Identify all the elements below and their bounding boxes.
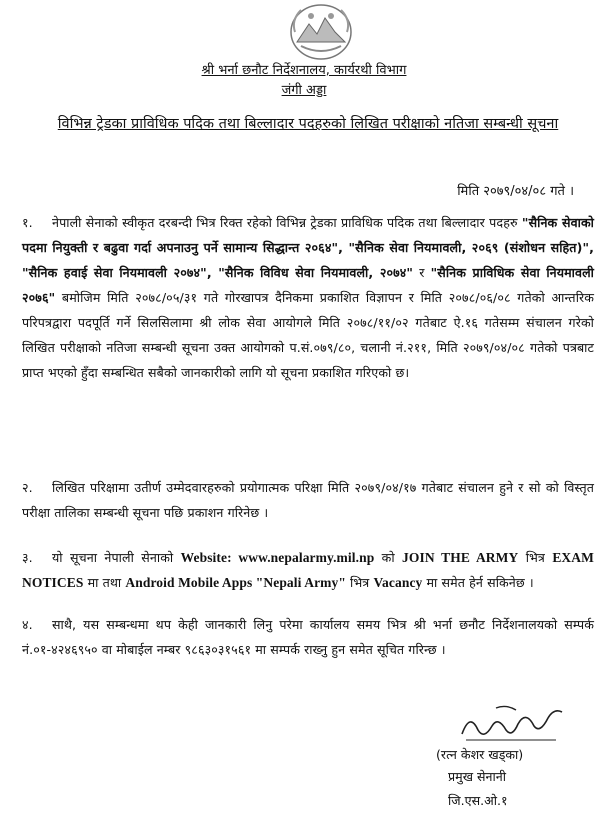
notice-subject: विभिन्न ट्रेडका प्राविधिक पदिक तथा बिल्लादार पदहरुको लिखित परीक्षाको नतिजा सम्बन्धी सूचना: [57, 116, 559, 132]
paragraph-number: ३.: [22, 550, 33, 565]
paragraph-number: २.: [22, 480, 33, 495]
paragraph-text: मा समेत हेर्न सकिनेछ ।: [422, 575, 534, 590]
paragraph-text: र: [413, 265, 431, 280]
mobile-app-text: Android Mobile Apps "Nepali Army": [125, 575, 346, 590]
paragraph-number: ४.: [22, 617, 33, 632]
notice-date: मिति २०७९/०४/०८ गते ।: [457, 184, 574, 199]
paragraph-number: १.: [22, 215, 33, 230]
office-heading: जंगी अड्डा: [281, 83, 327, 98]
department-heading: श्री भर्ना छनौट निर्देशनालय, कार्यरथी विभाग: [201, 63, 407, 78]
signatory-unit: जि.एस.ओ.१: [448, 793, 508, 808]
paragraph-text: बमोजिम मिति २०७८/०५/३१ गते गोरखापत्र दैनिकमा प्रकाशित विज्ञापन र मिति २०७८/०६/०८ गतेको आन्तरिक परिपत्रद्वारा पदपूर्ति गर्ने सिलसिलामा श्री लोक सेवा आयोगले मिति २०७८/११/०२ गतेबाट ऐ.१६ गतेसम्म संचालन गरेको लिखित परीक्षाको नतिजा सम्बन्धी सूचना उक्त आयोगको प.सं.०७९/८०, चलानी नं.२११, मिति २०७९/०४/०८ गतेको पत्रबाट प्राप्त भएको हुँदा सम्बन्धित सबैको जानकारीको लागि यो सूचना प्रकाशित गरिएको छ।: [22, 290, 594, 380]
paragraph-text: नेपाली सेनाको स्वीकृत दरबन्दी भित्र रिक्त रहेको विभिन्न ट्रेडका प्राविधिक पदिक तथा बिल्लादार पदहरु: [52, 215, 522, 230]
regulation-names: "सैनिक सेवाको पदमा नियुक्ती र बढुवा गर्दा अपनाउनु पर्ने सामान्य सिद्धान्त २०६४", "सैनिक सेवा नियमावली, २०६९ (संशोधन सहित)", "सैनिक हवाई सेवा नियमावली २०७४", "सैनिक विविध सेवा नियमावली, २०७४": [22, 215, 594, 280]
paragraph-text: लिखित परिक्षामा उतीर्ण उम्मेदवारहरुको प्रयोगात्मक परिक्षा मिति २०७९/०४/१७ गतेबाट संचालन हुने र सो को विस्तृत परीक्षा तालिका सम्बन्धी सूचना पछि प्रकाशन गरिनेछ ।: [22, 480, 594, 520]
nepal-emblem-icon: [287, 2, 355, 62]
paragraph-text: को: [374, 550, 403, 565]
signatory-name: (रत्न केशर खड्का): [436, 747, 524, 762]
signatory-rank: प्रमुख सेनानी: [448, 769, 507, 784]
paragraph-1: [22, 210, 594, 385]
signature: [456, 700, 568, 746]
paragraph-text: भित्र: [518, 550, 553, 565]
website-link[interactable]: Website: www.nepalarmy.mil.np: [180, 550, 375, 565]
paragraph-text: साथै, यस सम्बन्धमा थप केही जानकारी लिनु परेमा कार्यालय समय भित्र श्री भर्ना छनौट निर्देशनालयको सम्पर्क नं.०१-४२४६९५० वा मोबाईल नम्बर ९८६३०३१५६१ मा सम्पर्क राख्नु हुन समेत सूचित गरिन्छ ।: [22, 617, 594, 657]
join-army-text: JOIN THE ARMY: [402, 550, 519, 565]
vacancy-text: Vacancy: [373, 575, 423, 590]
paragraph-text: भित्र: [345, 575, 374, 590]
paragraph-text: यो सूचना नेपाली सेनाको: [52, 550, 181, 565]
exam-notices-text: EXAM NOTICES: [22, 550, 594, 590]
paragraph-4: [22, 612, 594, 662]
paragraph-3: [22, 545, 594, 595]
paragraph-2: [22, 475, 594, 525]
paragraph-text: मा तथा: [83, 575, 126, 590]
regulation-name: "सैनिक प्राविधिक सेवा नियमावली २०७६": [22, 265, 594, 305]
